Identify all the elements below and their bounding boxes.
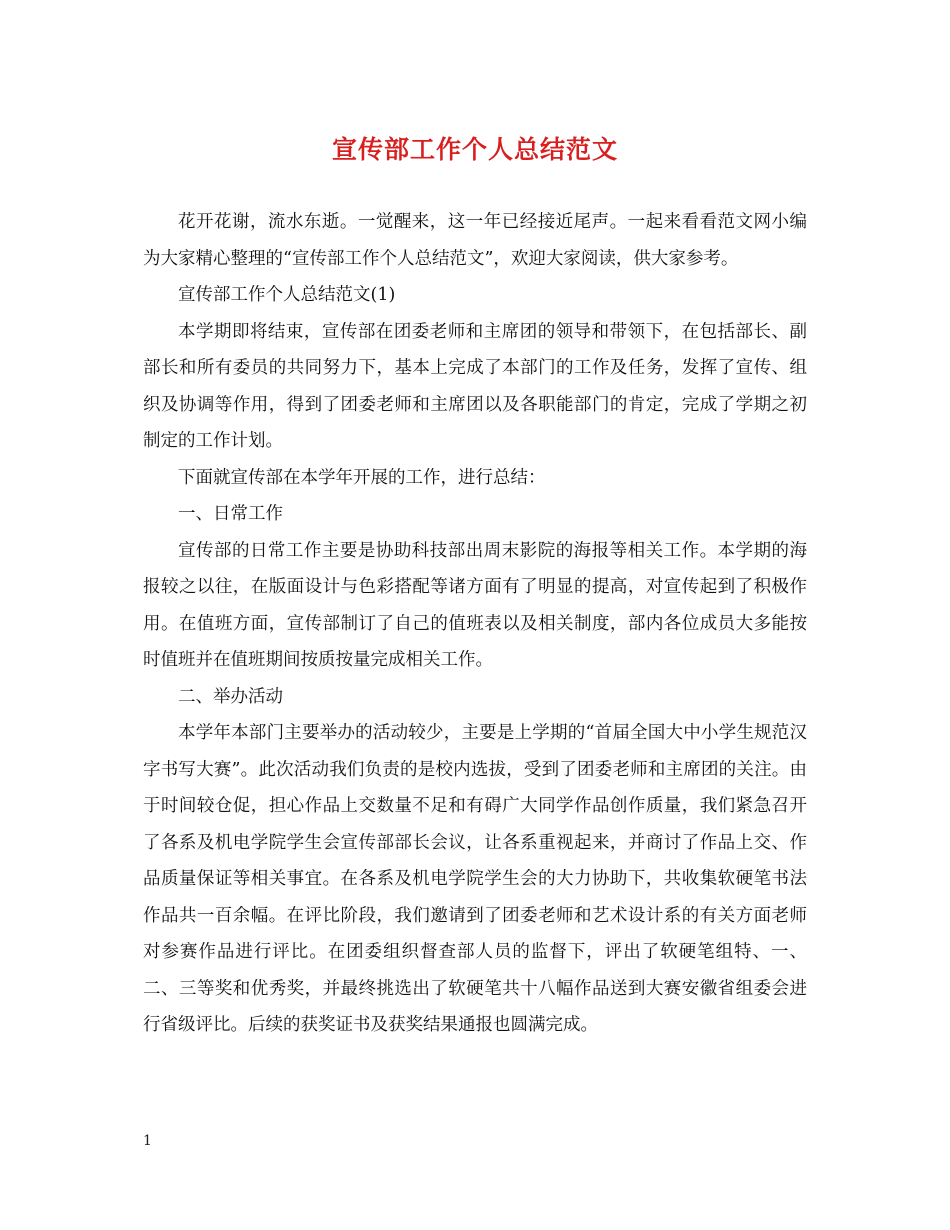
page-number: 1 <box>143 1133 152 1149</box>
section-heading-daily-work: 一、日常工作 <box>178 504 283 524</box>
intro-paragraph: 花开花谢，流水东逝。一觉醒来，这一年已经接近尾声。一起来看看范文网小编为大家精心整理的“宣传部工作个人总结范文”，欢迎大家阅读，供大家参考。 <box>143 212 807 269</box>
document-title: 宣传部工作个人总结范文 <box>331 135 618 164</box>
section-heading-activities: 二、举办活动 <box>178 686 283 707</box>
document-body <box>143 204 807 1044</box>
transition-paragraph: 下面就宣传部在本学年开展的工作，进行总结： <box>178 467 546 488</box>
summary-paragraph: 本学期即将结束，宣传部在团委老师和主席团的领导和带领下，在包括部长、副部长和所有委员的共同努力下，基本上完成了本部门的工作及任务，发挥了宣传、组织及协调等作用，得到了团委老师和主席团以及各职能部门的肯定，完成了学期之初制定的工作计划。 <box>143 321 807 451</box>
section-heading-sample-1: 宣传部工作个人总结范文(1) <box>178 285 396 305</box>
activities-paragraph: 本学年本部门主要举办的活动较少，主要是上学期的“首届全国大中小学生规范汉字书写大赛”。此次活动我们负责的是校内选拔，受到了团委老师和主席团的关注。由于时间较仓促，担心作品上交数量不足和有碍广大同学作品创作质量，我们紧急召开了各系及机电学院学生会宣传部部长会议，让各系重视起来，并商讨了作品上交、作品质量保证等相关事宜。在各系及机电学院学生会的大力协助下，共收集软硬笔书法作品共一百余幅。在评比阶段，我们邀请到了团委老师和艺术设计系的有关方面老师对参赛作品进行评比。在团委组织督查部人员的监督下，评出了软硬笔组特、一、二、三等奖和优秀奖，并最终挑选出了软硬笔共十八幅作品送到大赛安徽省组委会进行省级评比。后续的获奖证书及获奖结果通报也圆满完成。 <box>143 723 807 1035</box>
daily-work-paragraph: 宣传部的日常工作主要是协助科技部出周末影院的海报等相关工作。本学期的海报较之以往，在版面设计与色彩搭配等诸方面有了明显的提高，对宣传起到了积极作用。在值班方面，宣传部制订了自己的值班表以及相关制度，部内各位成员大多能按时值班并在值班期间按质按量完成相关工作。 <box>143 540 807 670</box>
